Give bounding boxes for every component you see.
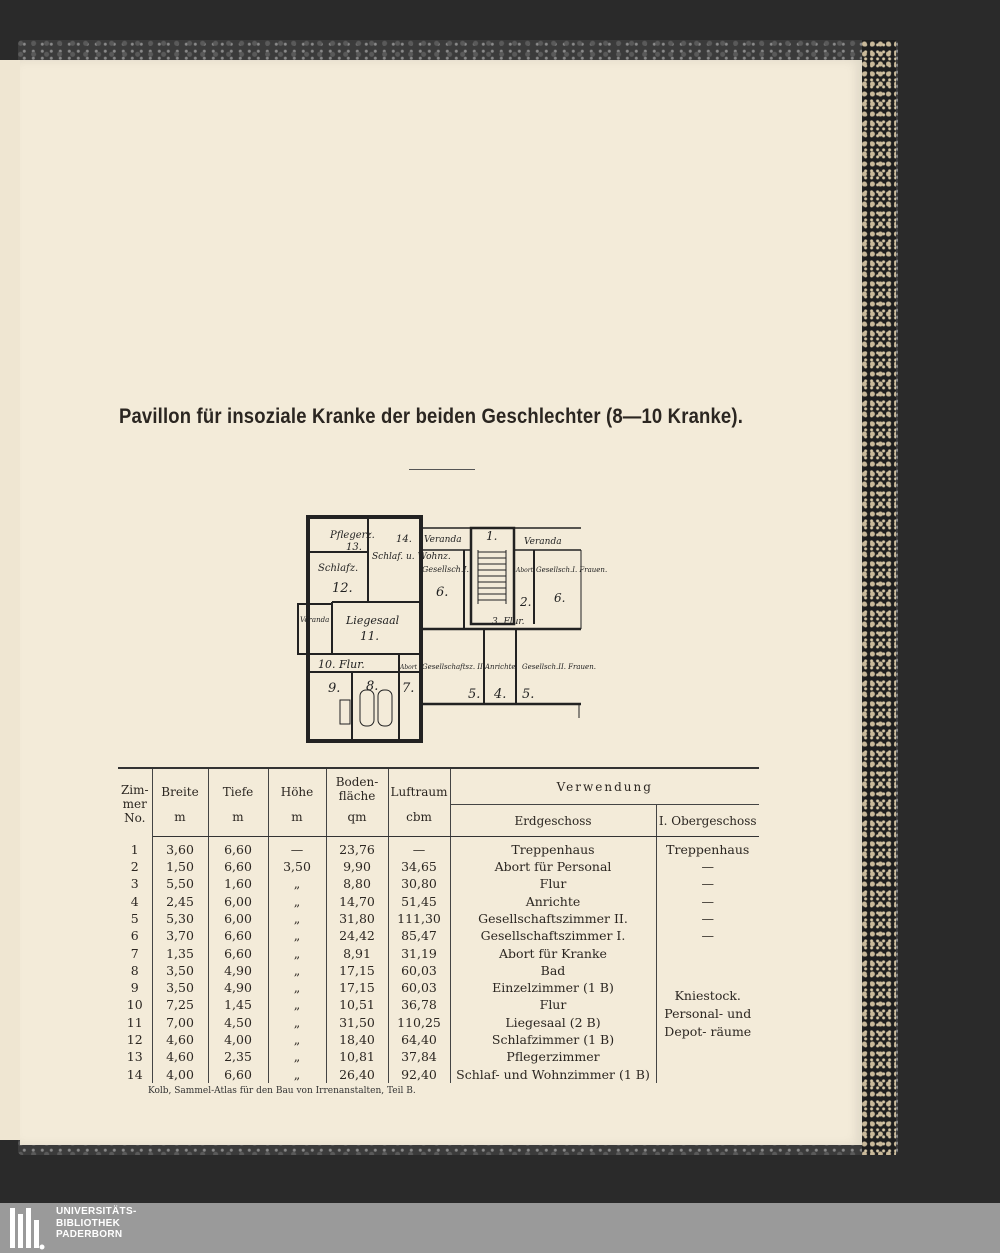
plan-label-pflegerz: Pflegerz. <box>330 530 375 541</box>
table-cell-luft: 30,80 <box>388 875 450 892</box>
table-cell-flaeche: 31,50 <box>326 1014 388 1031</box>
table-cell-breite: 4,00 <box>152 1066 208 1083</box>
table-cell-flaeche: 8,80 <box>326 875 388 892</box>
plan-label-r8: 8. <box>366 679 379 694</box>
table-cell-erd: Pflegerzimmer <box>450 1048 656 1065</box>
table-cell-luft: 51,45 <box>388 893 450 910</box>
table-cell-hoehe: — <box>268 836 326 858</box>
logo-line-3: PADERBORN <box>56 1229 123 1240</box>
plan-label-r1: 1. <box>486 529 498 543</box>
plan-label-r7: 7. <box>402 681 415 696</box>
table-cell-luft: — <box>388 836 450 858</box>
table-cell-tiefe: 4,50 <box>208 1014 268 1031</box>
plan-label-abort-small: Abort <box>400 664 418 671</box>
rooms-table <box>118 767 759 1083</box>
page-title: Pavillon für insoziale Kranke der beiden Geschlechter (8—10 Kranke). <box>118 405 744 428</box>
plan-label-abort: Abort <box>516 567 534 574</box>
table-cell-erd: Abort für Personal <box>450 858 656 875</box>
table-cell-no: 6 <box>118 927 152 944</box>
table-cell-no: 1 <box>118 836 152 858</box>
table-cell-luft: 64,40 <box>388 1031 450 1048</box>
table-cell-hoehe: „ <box>268 962 326 979</box>
table-cell-erd: Gesellschaftszimmer I. <box>450 927 656 944</box>
table-cell-breite: 4,60 <box>152 1048 208 1065</box>
table-cell-breite: 1,35 <box>152 945 208 962</box>
table-cell-no: 14 <box>118 1066 152 1083</box>
table-cell-luft: 31,19 <box>388 945 450 962</box>
table-cell-luft: 111,30 <box>388 910 450 927</box>
table-row <box>118 858 759 875</box>
logo-line-1: UNIVERSITÄTS- <box>56 1206 137 1217</box>
header-bodenflaeche-unit: qm <box>326 804 388 836</box>
table-cell-tiefe: 1,45 <box>208 996 268 1013</box>
plan-label-flur3: 3. Flur. <box>492 617 525 627</box>
table-cell-no: 12 <box>118 1031 152 1048</box>
table-cell-breite: 2,45 <box>152 893 208 910</box>
table-cell-breite: 7,25 <box>152 996 208 1013</box>
table-cell-flaeche: 14,70 <box>326 893 388 910</box>
table-row <box>118 836 759 858</box>
plan-label-gesellsch-frauen: Gesellsch.I. Frauen. <box>536 566 608 574</box>
header-verwendung: Verwendung <box>450 768 759 804</box>
library-logo-icon <box>2 1206 50 1252</box>
plan-label-r5a: 5. <box>468 687 481 702</box>
table-cell-hoehe: „ <box>268 945 326 962</box>
table-cell-erd: Gesellschaftszimmer II. <box>450 910 656 927</box>
header-bodenflaeche: Boden- fläche <box>326 768 388 804</box>
table-cell-hoehe: „ <box>268 1031 326 1048</box>
table-cell-tiefe: 6,60 <box>208 1066 268 1083</box>
plan-label-veranda-top2: Veranda <box>524 537 562 547</box>
table-cell-erd: Schlafzimmer (1 B) <box>450 1031 656 1048</box>
table-cell-breite: 7,00 <box>152 1014 208 1031</box>
header-tiefe-unit: m <box>208 804 268 836</box>
table-cell-breite: 4,60 <box>152 1031 208 1048</box>
table-cell-no: 3 <box>118 875 152 892</box>
plan-label-r11: 11. <box>360 629 380 643</box>
plan-label-flur10: 10. Flur. <box>318 658 365 671</box>
table-cell-flaeche: 10,51 <box>326 996 388 1013</box>
header-luftraum-unit: cbm <box>388 804 450 836</box>
table-cell-luft: 92,40 <box>388 1066 450 1083</box>
plan-left-veranda <box>298 604 332 654</box>
table-cell-ober: — <box>701 893 714 909</box>
header-hoehe-unit: m <box>268 804 326 836</box>
table-cell-hoehe: „ <box>268 1066 326 1083</box>
table-cell-erd: Einzelzimmer (1 B) <box>450 979 656 996</box>
table-cell-erd: Abort für Kranke <box>450 945 656 962</box>
header-breite-unit: m <box>152 804 208 836</box>
table-cell-erd: Bad <box>450 962 656 979</box>
table-row <box>118 910 759 927</box>
header-tiefe: Tiefe <box>208 768 268 804</box>
table-cell-breite: 3,50 <box>152 962 208 979</box>
table-cell-no: 2 <box>118 858 152 875</box>
header-zimmer: Zim- mer No. <box>118 768 152 836</box>
header-obergeschoss: I. Obergeschoss <box>656 804 759 836</box>
plan-label-anrichte: Anrichte <box>485 663 516 671</box>
table-cell-luft: 110,25 <box>388 1014 450 1031</box>
table-row <box>118 927 759 944</box>
table-cell-breite: 3,70 <box>152 927 208 944</box>
library-logo-text <box>56 1206 137 1241</box>
table-cell-erd: Flur <box>450 996 656 1013</box>
table-cell-tiefe: 4,90 <box>208 979 268 996</box>
table-cell-no: 13 <box>118 1048 152 1065</box>
plan-label-r5b: 5. <box>522 687 535 702</box>
previous-page-edge <box>0 60 21 1140</box>
plan-label-schlaf-wohn: Schlaf. u. Wohnz. <box>372 552 451 562</box>
header-erdgeschoss: Erdgeschoss <box>450 804 656 836</box>
table-cell-tiefe: 1,60 <box>208 875 268 892</box>
table-row <box>118 945 759 962</box>
library-footer-bar <box>0 1203 1000 1253</box>
header-hoehe: Höhe <box>268 768 326 804</box>
table-cell-hoehe: „ <box>268 996 326 1013</box>
table-cell-flaeche: 23,76 <box>326 836 388 858</box>
table-cell-hoehe: „ <box>268 979 326 996</box>
table-cell-ober: Treppenhaus <box>666 841 750 857</box>
table-cell-erd: Flur <box>450 875 656 892</box>
plan-label-r9: 9. <box>328 681 341 696</box>
table-cell-tiefe: 6,60 <box>208 836 268 858</box>
table-cell-breite: 3,50 <box>152 979 208 996</box>
table-cell-no: 10 <box>118 996 152 1013</box>
table-row <box>118 893 759 910</box>
table-cell-erd: Schlaf- und Wohnzimmer (1 B) <box>450 1066 656 1083</box>
table-cell-ober: — <box>701 910 714 926</box>
plan-label-schlafz: Schlafz. <box>318 563 359 574</box>
plan-label-gesellschaftsz: Gesellschaftsz. II. <box>422 663 486 671</box>
plan-label-liegesaal: Liegesaal <box>346 614 400 627</box>
table-cell-flaeche: 8,91 <box>326 945 388 962</box>
table-cell-tiefe: 6,60 <box>208 858 268 875</box>
table-cell-erd: Anrichte <box>450 893 656 910</box>
floor-plan <box>296 514 608 744</box>
logo-line-2: BIBLIOTHEK <box>56 1217 121 1229</box>
table-cell-tiefe: 4,90 <box>208 962 268 979</box>
table-cell-flaeche: 18,40 <box>326 1031 388 1048</box>
rooms-table-body <box>118 836 759 1083</box>
table-cell-ober: — <box>701 859 714 875</box>
table-cell-breite: 5,50 <box>152 875 208 892</box>
table-cell-hoehe: „ <box>268 875 326 892</box>
table-cell-no: 9 <box>118 979 152 996</box>
table-cell-no: 8 <box>118 962 152 979</box>
table-cell-tiefe: 4,00 <box>208 1031 268 1048</box>
table-cell-flaeche: 17,15 <box>326 962 388 979</box>
table-cell-luft: 60,03 <box>388 979 450 996</box>
table-cell-breite: 5,30 <box>152 910 208 927</box>
table-cell-hoehe: „ <box>268 893 326 910</box>
header-luftraum: Luftraum <box>388 768 450 804</box>
table-cell-erd: Treppenhaus <box>450 836 656 858</box>
table-cell-luft: 85,47 <box>388 927 450 944</box>
table-cell-tiefe: 6,00 <box>208 910 268 927</box>
table-cell-flaeche: 24,42 <box>326 927 388 944</box>
plan-label-gesellsch-ii-frauen: Gesellsch.II. Frauen. <box>522 663 596 671</box>
table-cell-hoehe: „ <box>268 927 326 944</box>
table-cell-tiefe: 6,60 <box>208 927 268 944</box>
table-cell-luft: 36,78 <box>388 996 450 1013</box>
table-cell-flaeche: 17,15 <box>326 979 388 996</box>
table-cell-erd: Liegesaal (2 B) <box>450 1014 656 1031</box>
table-cell-hoehe: „ <box>268 910 326 927</box>
title-divider <box>409 469 475 470</box>
table-cell-breite: 3,60 <box>152 836 208 858</box>
plan-label-r4: 4. <box>494 687 507 702</box>
table-cell-flaeche: 10,81 <box>326 1048 388 1065</box>
table-cell-tiefe: 2,35 <box>208 1048 268 1065</box>
table-cell-flaeche: 9,90 <box>326 858 388 875</box>
plan-label-r13: 13. <box>346 542 362 553</box>
plan-label-r6b: 6. <box>554 591 566 605</box>
footnote: Kolb, Sammel-Atlas für den Bau von Irrenanstalten, Teil B. <box>148 1086 416 1096</box>
table-cell-tiefe: 6,60 <box>208 945 268 962</box>
table-cell-no: 5 <box>118 910 152 927</box>
table-cell-tiefe: 6,00 <box>208 893 268 910</box>
plan-label-veranda-left: Veranda <box>300 616 330 624</box>
plan-label-r6a: 6. <box>436 585 449 600</box>
header-breite: Breite <box>152 768 208 804</box>
table-cell-no: 11 <box>118 1014 152 1031</box>
table-cell-flaeche: 26,40 <box>326 1066 388 1083</box>
table-cell-luft: 60,03 <box>388 962 450 979</box>
table-cell-breite: 1,50 <box>152 858 208 875</box>
table-cell-hoehe: „ <box>268 1048 326 1065</box>
table-cell-ober: — <box>701 876 714 892</box>
table-cell-luft: 37,84 <box>388 1048 450 1065</box>
table-cell-hoehe: „ <box>268 1014 326 1031</box>
plan-label-r14: 14. <box>396 534 412 545</box>
plan-label-r2: 2. <box>520 595 532 609</box>
table-cell-flaeche: 31,80 <box>326 910 388 927</box>
plan-label-gesellsch-i: Gesellsch.I. <box>422 565 470 574</box>
table-cell-no: 4 <box>118 893 152 910</box>
table-row <box>118 875 759 892</box>
table-cell-no: 7 <box>118 945 152 962</box>
table-cell-ober: — <box>701 928 714 944</box>
book-cover-edge <box>862 40 896 1155</box>
table-cell-kniestock: Kniestock. Personal- und Depot- räume <box>656 945 759 1083</box>
table-cell-hoehe: 3,50 <box>268 858 326 875</box>
plan-label-r12: 12. <box>332 581 353 596</box>
table-cell-luft: 34,65 <box>388 858 450 875</box>
plan-label-veranda-top1: Veranda <box>424 535 462 545</box>
